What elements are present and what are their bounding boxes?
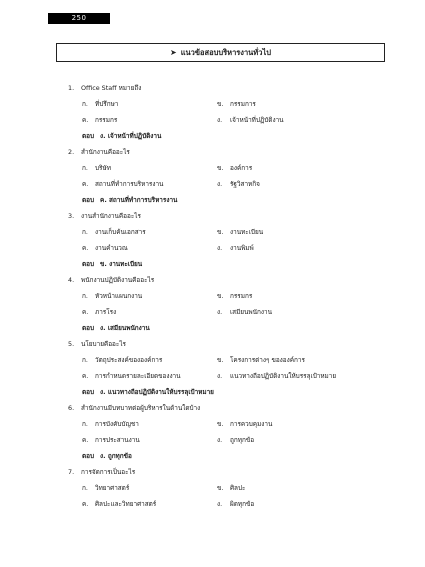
option-text: กรรมการ [230, 100, 256, 108]
answer-line [68, 451, 408, 467]
option-text: สถานที่ทำการบริหารงาน [95, 180, 164, 188]
section-title: แนวข้อสอบบริหารงานทั่วไป [180, 48, 271, 57]
option-letter: ง. [217, 180, 223, 188]
option-text: รัฐวิสาหกิจ [230, 180, 260, 188]
question-text: สำนักงานคืออะไร [81, 148, 130, 156]
option-letter: ข. [217, 420, 224, 428]
question-text: สำนักงานมีบทบาทต่อผู้บริหารในด้านใดบ้าง [81, 404, 201, 412]
option-4 [217, 243, 254, 253]
option-3 [82, 307, 116, 317]
option-row [68, 227, 408, 243]
option-letter: ค. [82, 500, 89, 508]
option-row [68, 435, 408, 451]
option-2 [217, 227, 263, 237]
option-3 [82, 115, 117, 125]
option-1 [82, 291, 142, 301]
option-2 [217, 483, 245, 493]
option-2 [217, 291, 252, 301]
option-row [68, 419, 408, 435]
option-4 [217, 435, 254, 445]
answer-label: ตอบ [82, 132, 95, 140]
option-letter: ง. [217, 500, 223, 508]
question-list [68, 83, 408, 515]
option-row [68, 243, 408, 259]
answer-label: ตอบ [82, 196, 95, 204]
option-1 [82, 163, 111, 173]
option-1 [82, 483, 129, 493]
option-row [68, 163, 408, 179]
option-text: งานพิมพ์ [230, 244, 254, 252]
option-letter: ง. [217, 244, 223, 252]
question-number: 5. [68, 340, 75, 348]
question-1 [68, 83, 408, 99]
question-6 [68, 403, 408, 419]
option-3 [82, 179, 163, 189]
option-text: แนวทางถือปฏิบัติงานให้บรรลุเป้าหมาย [230, 372, 337, 380]
arrow-right-icon: ➤ [169, 48, 177, 57]
answer-label: ตอบ [82, 260, 95, 268]
option-text: ผิดทุกข้อ [230, 500, 255, 508]
question-text: นโยบายคืออะไร [81, 340, 126, 348]
option-4 [217, 307, 272, 317]
option-2 [217, 419, 272, 429]
answer-line [68, 323, 408, 339]
answer-label: ตอบ [82, 388, 95, 396]
question-2 [68, 147, 408, 163]
option-text: องค์การ [230, 164, 253, 172]
answer-line [68, 131, 408, 147]
option-text: ศิลปะและวิทยาศาสตร์ [95, 500, 157, 508]
option-text: หัวหน้าแผนกงาน [95, 292, 143, 300]
option-row [68, 99, 408, 115]
option-4 [217, 371, 336, 381]
answer-text: ง. ถูกทุกข้อ [100, 452, 132, 460]
option-text: งานเก็บค้นเอกสาร [95, 228, 146, 236]
option-letter: ก. [82, 356, 88, 364]
option-3 [82, 499, 156, 509]
option-letter: ข. [217, 100, 224, 108]
question-3 [68, 211, 408, 227]
option-row [68, 307, 408, 323]
option-row [68, 371, 408, 387]
option-letter: ก. [82, 292, 88, 300]
question-number: 2. [68, 148, 75, 156]
option-row [68, 291, 408, 307]
section-title-box [56, 43, 385, 62]
option-3 [82, 371, 181, 381]
question-text: งานสำนักงานคืออะไร [81, 212, 141, 220]
option-3 [82, 435, 140, 445]
question-number: 1. [68, 84, 75, 92]
option-text: ที่ปรึกษา [95, 100, 119, 108]
option-row [68, 115, 408, 131]
option-text: งานทะเบียน [230, 228, 264, 236]
option-2 [217, 163, 252, 173]
option-4 [217, 499, 254, 509]
answer-text: ง. แนวทางถือปฏิบัติงานให้บรรลุเป้าหมาย [100, 388, 214, 396]
option-1 [82, 99, 118, 109]
option-text: เสมียนพนักงาน [230, 308, 272, 316]
answer-text: ง. เจ้าหน้าที่ปฏิบัติงาน [100, 132, 162, 140]
question-text: พนักงานปฏิบัติงานคืออะไร [81, 276, 155, 284]
option-letter: ค. [82, 436, 89, 444]
option-letter: ข. [217, 228, 224, 236]
option-text: การบังคับบัญชา [95, 420, 139, 428]
option-text: ภารโรง [95, 308, 117, 316]
option-text: บริษัท [95, 164, 111, 172]
answer-text: ง. เสมียนพนักงาน [100, 324, 150, 332]
option-letter: ก. [82, 100, 88, 108]
page-number: 250 [48, 13, 110, 24]
question-number: 4. [68, 276, 75, 284]
option-letter: ค. [82, 244, 89, 252]
option-text: การควบคุมงาน [230, 420, 273, 428]
option-letter: ง. [217, 372, 223, 380]
option-letter: ง. [217, 436, 223, 444]
option-1 [82, 355, 162, 365]
option-row [68, 499, 408, 515]
option-letter: ก. [82, 420, 88, 428]
option-text: เจ้าหน้าที่ปฏิบัติงาน [230, 116, 284, 124]
option-1 [82, 227, 146, 237]
option-letter: ก. [82, 484, 88, 492]
option-text: วัตถุประสงค์ขององค์การ [95, 356, 163, 364]
answer-label: ตอบ [82, 452, 95, 460]
option-letter: ข. [217, 484, 224, 492]
option-letter: ง. [217, 308, 223, 316]
option-text: กรรมกร [95, 116, 118, 124]
option-letter: ข. [217, 292, 224, 300]
option-letter: ง. [217, 116, 223, 124]
option-letter: ก. [82, 228, 88, 236]
question-7 [68, 467, 408, 483]
option-row [68, 179, 408, 195]
option-text: โครงการต่างๆ ขององค์การ [230, 356, 305, 364]
option-letter: ค. [82, 308, 89, 316]
question-number: 3. [68, 212, 75, 220]
option-letter: ค. [82, 372, 89, 380]
question-number: 6. [68, 404, 75, 412]
option-row [68, 483, 408, 499]
option-row [68, 355, 408, 371]
question-5 [68, 339, 408, 355]
option-letter: ข. [217, 164, 224, 172]
answer-line [68, 195, 408, 211]
option-letter: ค. [82, 116, 89, 124]
option-text: ถูกทุกข้อ [230, 436, 255, 444]
option-text: ศิลปะ [230, 484, 246, 492]
option-text: กรรมกร [230, 292, 253, 300]
question-text: Office Staff หมายถึง [81, 84, 142, 92]
question-text: การจัดการเป็นอะไร [81, 468, 136, 476]
option-text: งานคำนวณ [95, 244, 128, 252]
option-3 [82, 243, 128, 253]
option-4 [217, 179, 260, 189]
option-4 [217, 115, 284, 125]
option-text: การกำหนดรายละเอียดของงาน [95, 372, 181, 380]
option-letter: ค. [82, 180, 89, 188]
answer-text: ข. งานทะเบียน [100, 260, 143, 268]
answer-text: ค. สถานที่ทำการบริหารงาน [100, 196, 178, 204]
question-number: 7. [68, 468, 75, 476]
answer-line [68, 259, 408, 275]
option-text: วิทยาศาสตร์ [95, 484, 130, 492]
option-2 [217, 99, 256, 109]
option-1 [82, 419, 139, 429]
option-letter: ข. [217, 356, 224, 364]
question-4 [68, 275, 408, 291]
option-letter: ก. [82, 164, 88, 172]
option-2 [217, 355, 305, 365]
option-text: การประสานงาน [95, 436, 140, 444]
answer-label: ตอบ [82, 324, 95, 332]
answer-line [68, 387, 408, 403]
